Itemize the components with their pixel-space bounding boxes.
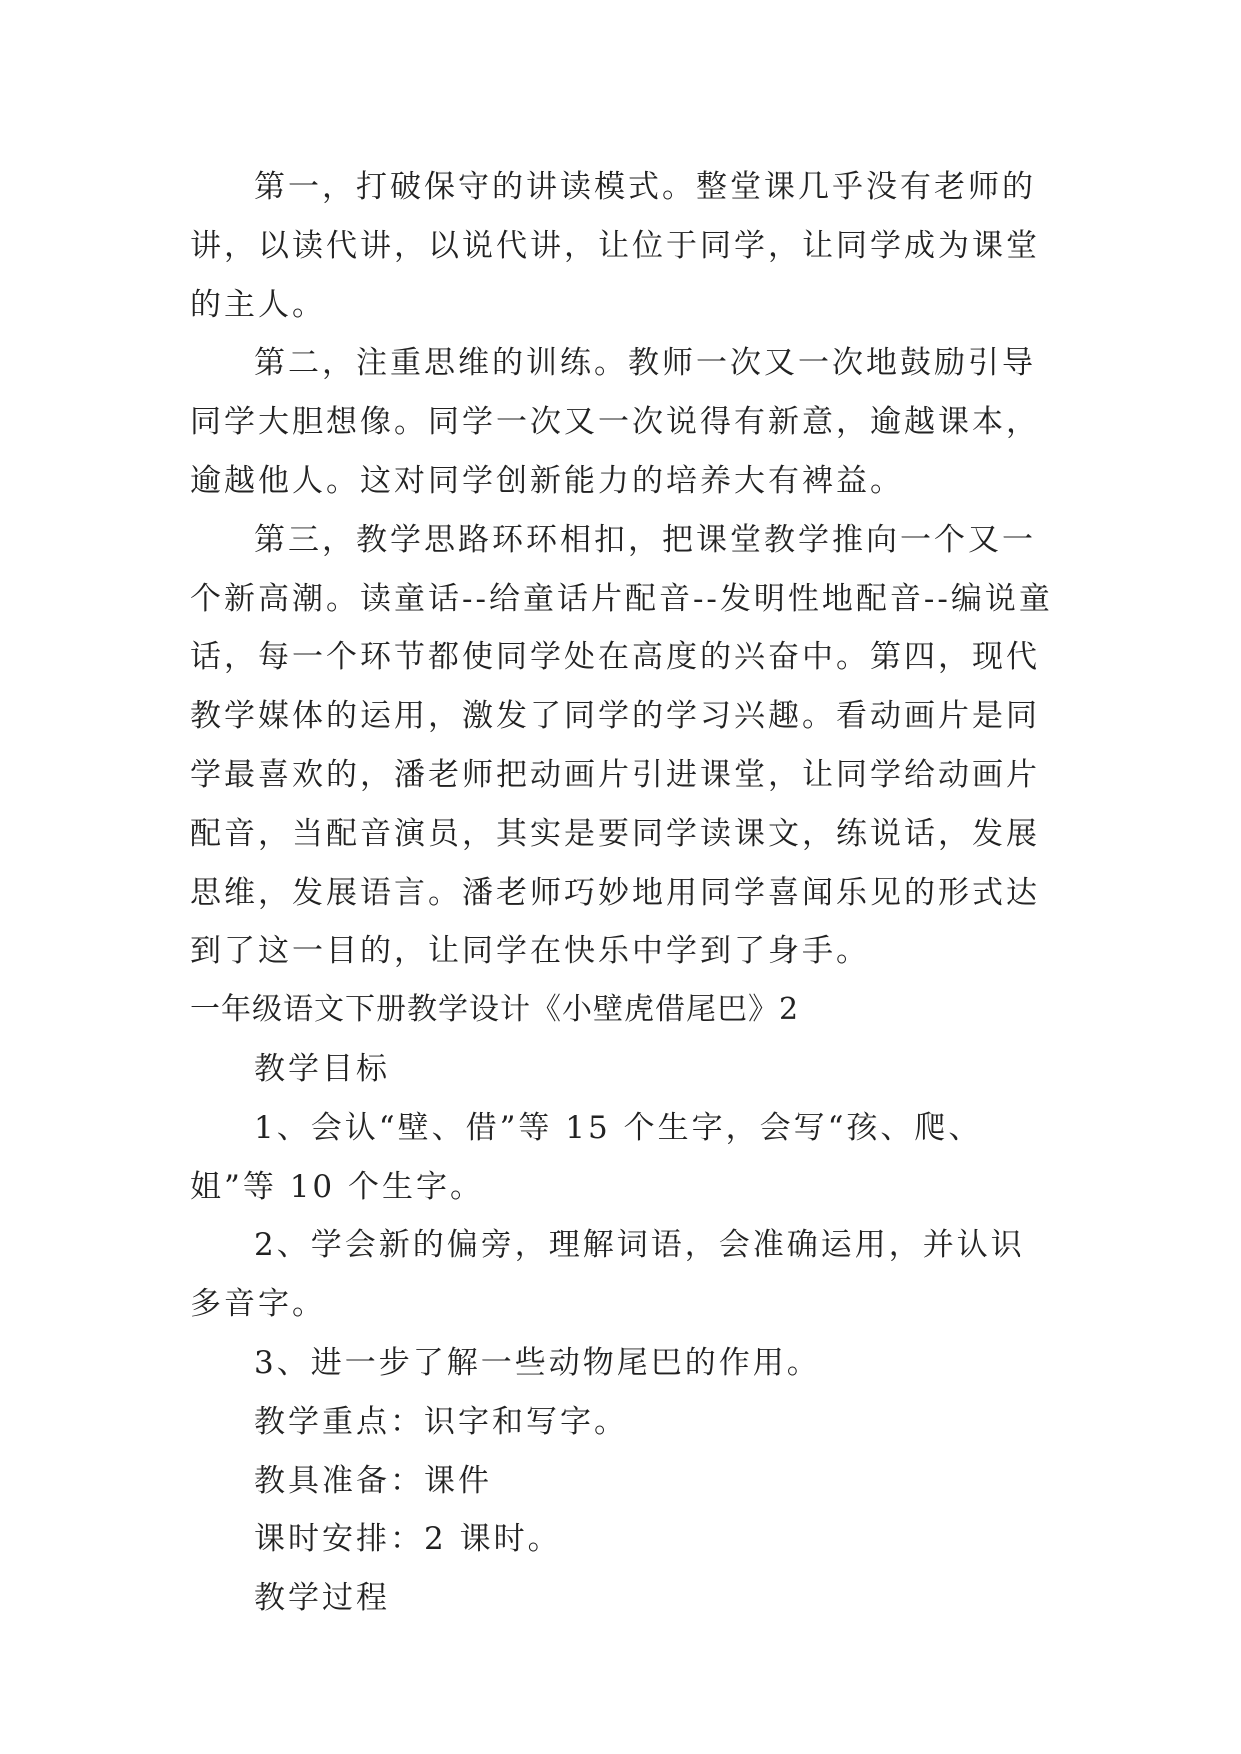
objective-item: 1、会认“壁、借”等 15 个生字，会写“孩、爬、姐”等 10 个生字。 <box>190 1109 983 1205</box>
objective-item: 2、学会新的偏旁，理解词语，会准确运用，并认识多音字。 <box>190 1227 1025 1323</box>
class-schedule: 课时安排：2 课时。 <box>254 1521 562 1558</box>
teaching-objectives-heading: 教学目标 <box>254 1050 390 1087</box>
objective-item: 3、进一步了解一些动物尾巴的作用。 <box>254 1344 821 1381</box>
section-title: 一年级语文下册教学设计《小壁虎借尾巴》2 <box>190 992 800 1028</box>
paragraph-first-point: 第一，打破保守的讲读模式。整堂课几乎没有老师的讲，以读代讲，以说代讲，让位于同学，让同学成为课堂的主人。 <box>190 169 1040 323</box>
paragraph-third-point: 第三，教学思路环环相扣，把课堂教学推向一个又一个新高潮。读童话--给童话片配音--发明性地配音--编说童话，每一个环节都使同学处在高度的兴奋中。第四，现代教学媒体的运用，激发了同学的学习兴趣。看动画片是同学最喜欢的，潘老师把动画片引进课堂，让同学给动画片配音，当配音演员，其实是要同学读课文，练说话，发展思维，发展语言。潘老师巧妙地用同学喜闻乐见的形式达到了这一目的，让同学在快乐中学到了身手。 <box>190 521 1053 970</box>
teaching-focus: 教学重点：识字和写字。 <box>254 1403 628 1440</box>
document-body <box>190 158 1055 1628</box>
paragraph-second-point: 第二，注重思维的训练。教师一次又一次地鼓励引导同学大胆想像。同学一次又一次说得有新意，逾越课本，逾越他人。这对同学创新能力的培养大有裨益。 <box>190 345 1040 499</box>
teaching-process-heading: 教学过程 <box>254 1580 390 1617</box>
teaching-tools: 教具准备：课件 <box>254 1462 492 1499</box>
